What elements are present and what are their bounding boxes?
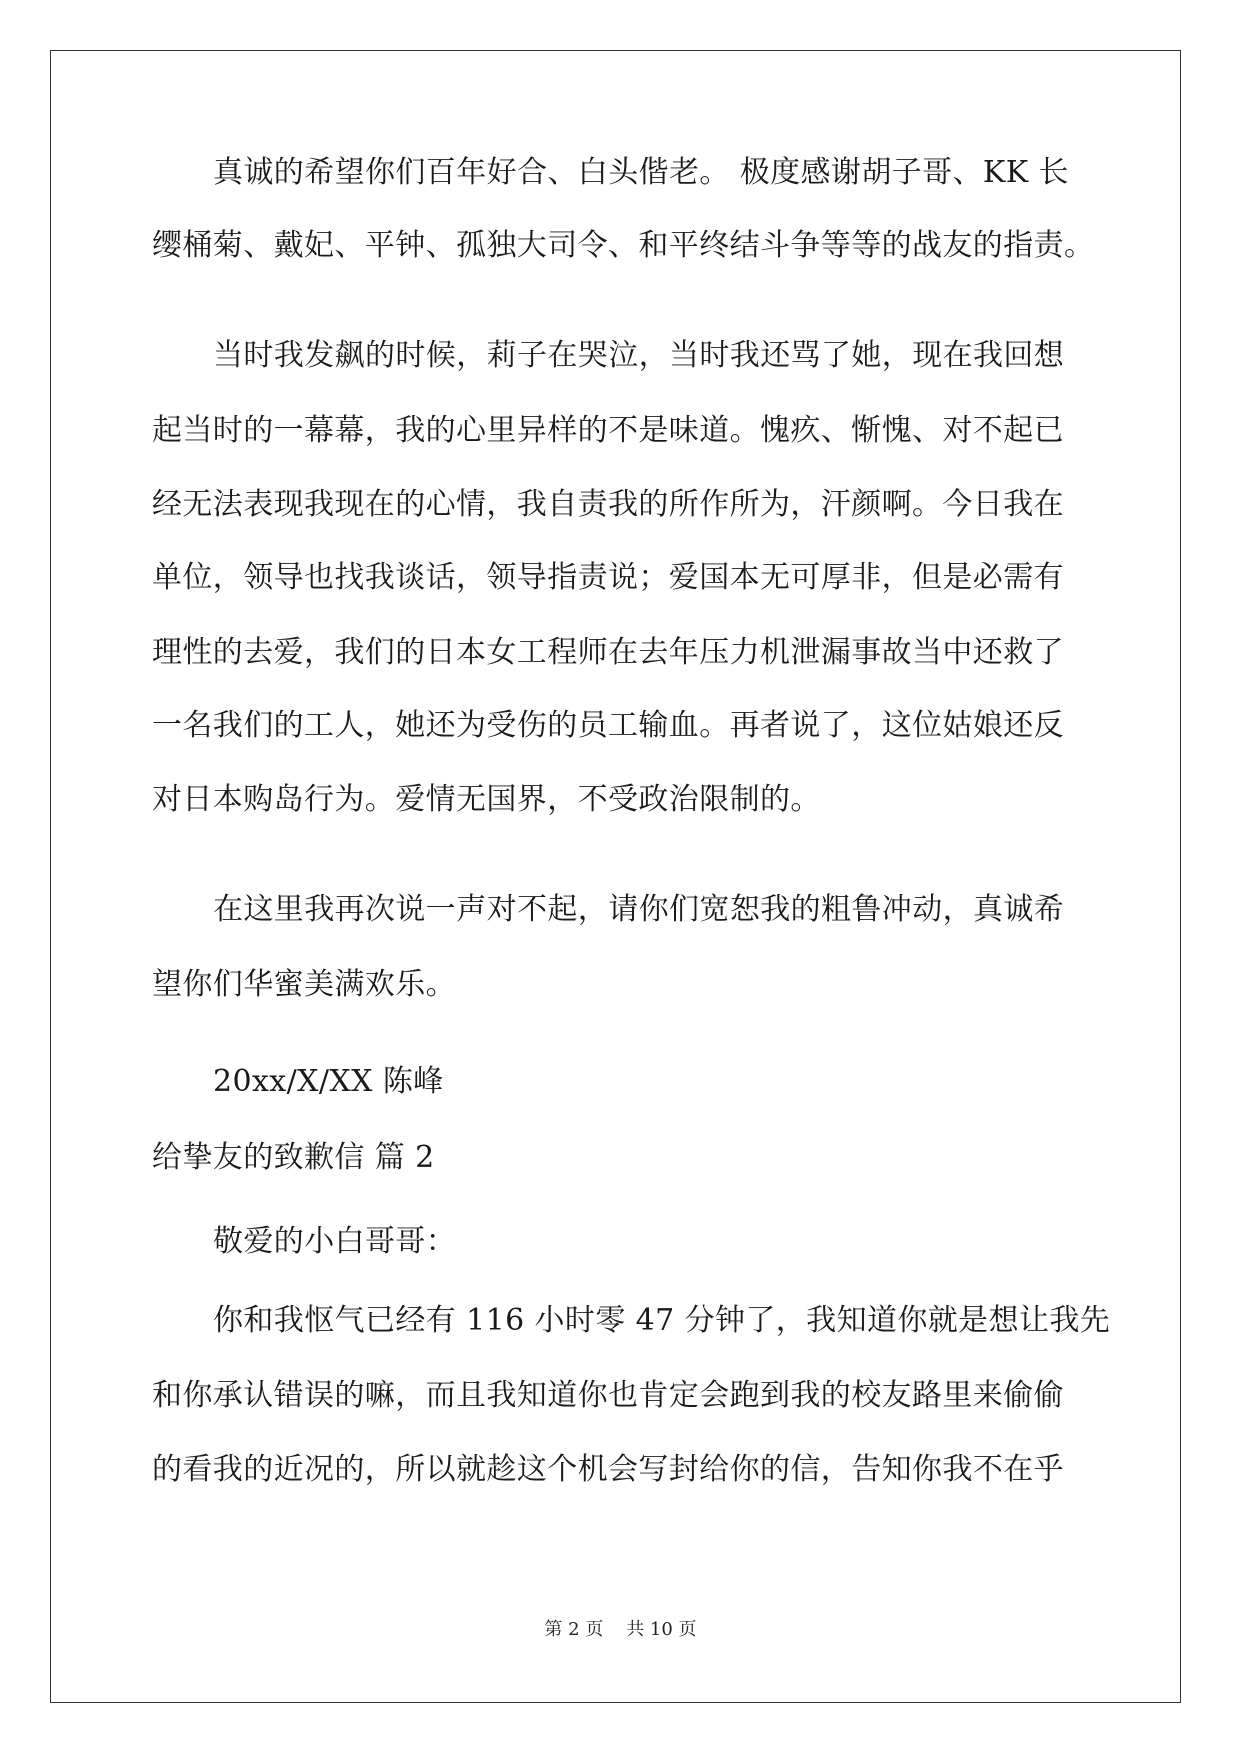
paragraph-line: 缨桶菊、戴妃、平钟、孤独大司令、和平终结斗争等等的战友的指责。 [152,228,1095,263]
paragraph-line: 理性的去爱，我们的日本女工程师在去年压力机泄漏事故当中还救了 [152,635,1064,670]
signature-line: 20xx/X/XX 陈峰 [213,1064,444,1099]
paragraph-line: 的看我的近况的，所以就趁这个机会写封给你的信，告知你我不在乎 [152,1452,1064,1487]
paragraph-line: 经无法表现我现在的心情，我自责我的所作所为，汗颜啊。今日我在 [152,487,1064,522]
paragraph-line: 单位，领导也找我谈话，领导指责说；爱国本无可厚非，但是必需有 [152,560,1064,595]
paragraph-line: 起当时的一幕幕，我的心里异样的不是味道。愧疚、惭愧、对不起已 [152,413,1064,448]
paragraph-line: 望你们华蜜美满欢乐。 [152,967,456,1002]
paragraph-line: 和你承认错误的嘛，而且我知道你也肯定会跑到我的校友路里来偷偷 [152,1378,1064,1413]
salutation: 敬爱的小白哥哥： [213,1224,457,1259]
paragraph-line: 对日本购岛行为。爱情无国界，不受政治限制的。 [152,782,821,817]
page-number: 第 2 页 共 10 页 [544,1619,697,1640]
paragraph-line: 在这里我再次说一声对不起，请你们宽恕我的粗鲁冲动，真诚希 [213,892,1065,927]
paragraph-line: 你和我怄气已经有 116 小时零 47 分钟了，我知道你就是想让我先 [213,1303,1111,1338]
paragraph-line: 真诚的希望你们百年好合、白头偕老。 极度感谢胡子哥、KK 长 [213,155,1069,190]
page-footer [0,1618,1241,1642]
section-heading: 给挚友的致歉信 篇 2 [152,1140,435,1175]
paragraph-line: 当时我发飙的时候，莉子在哭泣，当时我还骂了她，现在我回想 [213,338,1065,373]
paragraph-line: 一名我们的工人，她还为受伤的员工输血。再者说了，这位姑娘还反 [152,708,1064,743]
